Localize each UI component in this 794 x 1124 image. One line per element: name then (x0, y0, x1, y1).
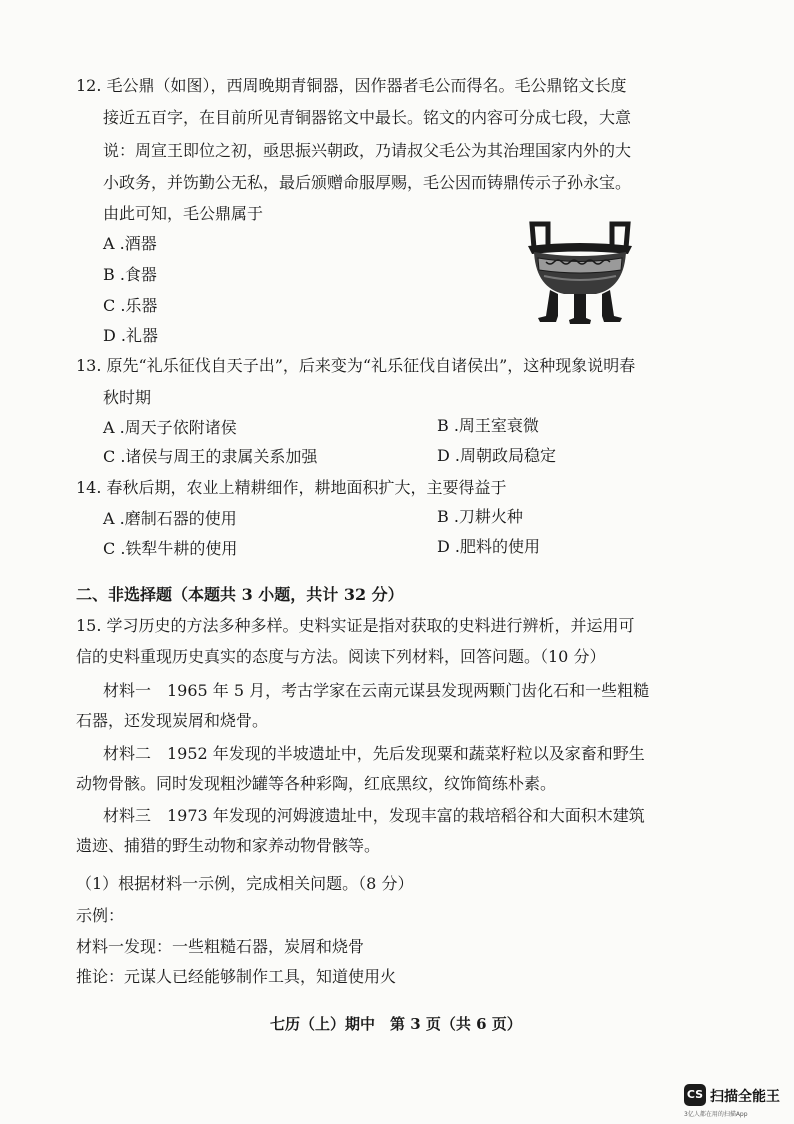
section2-heading: 二、非选择题（本题共 3 小题，共计 32 分） (76, 585, 404, 604)
q13-line1: 13. 原先“礼乐征伐自天子出”，后来变为“礼乐征伐自诸侯出”，这种现象说明春 (76, 356, 636, 375)
q12-line2: 接近五百字，在目前所见青铜器铭文中最长。铭文的内容可分成七段，大意 (103, 108, 632, 127)
scanner-badge (676, 1082, 794, 1124)
ding-vessel-icon (524, 218, 636, 324)
scanner-app-name: 扫描全能王 (710, 1089, 780, 1105)
q12-line1: 12. 毛公鼎（如图），西周晚期青铜器，因作器者毛公而得名。毛公鼎铭文长度 (76, 76, 627, 95)
q14-option-a: A .磨制石器的使用 (103, 509, 237, 528)
q12-option-d: D .礼器 (103, 326, 159, 345)
example-inference: 推论：元谋人已经能够制作工具，知道使用火 (76, 967, 397, 986)
q13-line2: 秋时期 (103, 388, 152, 407)
q12-line3: 说：周宣王即位之初，亟思振兴朝政，乃请叔父毛公为其治理国家内外的大 (103, 141, 632, 160)
q15-line2: 信的史料重现历史真实的态度与方法。阅读下列材料，回答问题。（10 分） (76, 647, 606, 666)
material2-line1: 材料二 1952 年发现的半坡遗址中，先后发现粟和蔬菜籽粒以及家畜和野生 (103, 744, 645, 763)
q15-line1: 15. 学习历史的方法多种多样。史料实证是指对获取的史料进行辨析，并运用可 (76, 616, 635, 635)
q15-sub1: （1）根据材料一示例，完成相关问题。（8 分） (76, 874, 414, 893)
material3-line2: 遗迹、捕猎的野生动物和家养动物骨骸等。 (76, 836, 381, 855)
q13-option-a: A .周天子依附诸侯 (103, 418, 237, 437)
q14-option-c: C .铁犁牛耕的使用 (103, 539, 238, 558)
q12-option-a: A .酒器 (103, 234, 157, 253)
material1-line2: 石器，还发现炭屑和烧骨。 (76, 711, 269, 730)
page-footer: 七历（上）期中 第 3 页（共 6 页） (270, 1015, 522, 1033)
q12-line5: 由此可知，毛公鼎属于 (103, 204, 264, 223)
q14-option-d: D .肥料的使用 (437, 537, 541, 556)
example-label: 示例： (76, 906, 125, 925)
q14-option-b: B .刀耕火种 (437, 507, 523, 526)
q12-line4: 小政务，并饬勤公无私，最后颁赠命服厚赐，毛公因而铸鼎传示子孙永宝。 (103, 173, 632, 192)
example-finding: 材料一发现：一些粗糙石器，炭屑和烧骨 (76, 937, 365, 956)
material1-line1: 材料一 1965 年 5 月，考古学家在云南元谋县发现两颗门齿化石和一些粗糙 (103, 681, 650, 700)
q13-option-b: B .周王室衰微 (437, 416, 539, 435)
q12-option-b: B .食器 (103, 265, 157, 284)
q13-option-c: C .诸侯与周王的隶属关系加强 (103, 447, 318, 466)
material3-line1: 材料三 1973 年发现的河姆渡遗址中，发现丰富的栽培稻谷和大面积木建筑 (103, 806, 645, 825)
q14-line1: 14. 春秋后期，农业上精耕细作，耕地面积扩大，主要得益于 (76, 478, 507, 497)
camscanner-logo-icon: CS (684, 1084, 706, 1106)
scanner-app-tagline: 3亿人都在用的扫描App (684, 1111, 748, 1118)
material2-line2: 动物骨骸。同时发现粗沙罐等各种彩陶，红底黑纹，纹饰简练朴素。 (76, 774, 557, 793)
q12-option-c: C .乐器 (103, 296, 158, 315)
q13-option-d: D .周朝政局稳定 (437, 446, 557, 465)
